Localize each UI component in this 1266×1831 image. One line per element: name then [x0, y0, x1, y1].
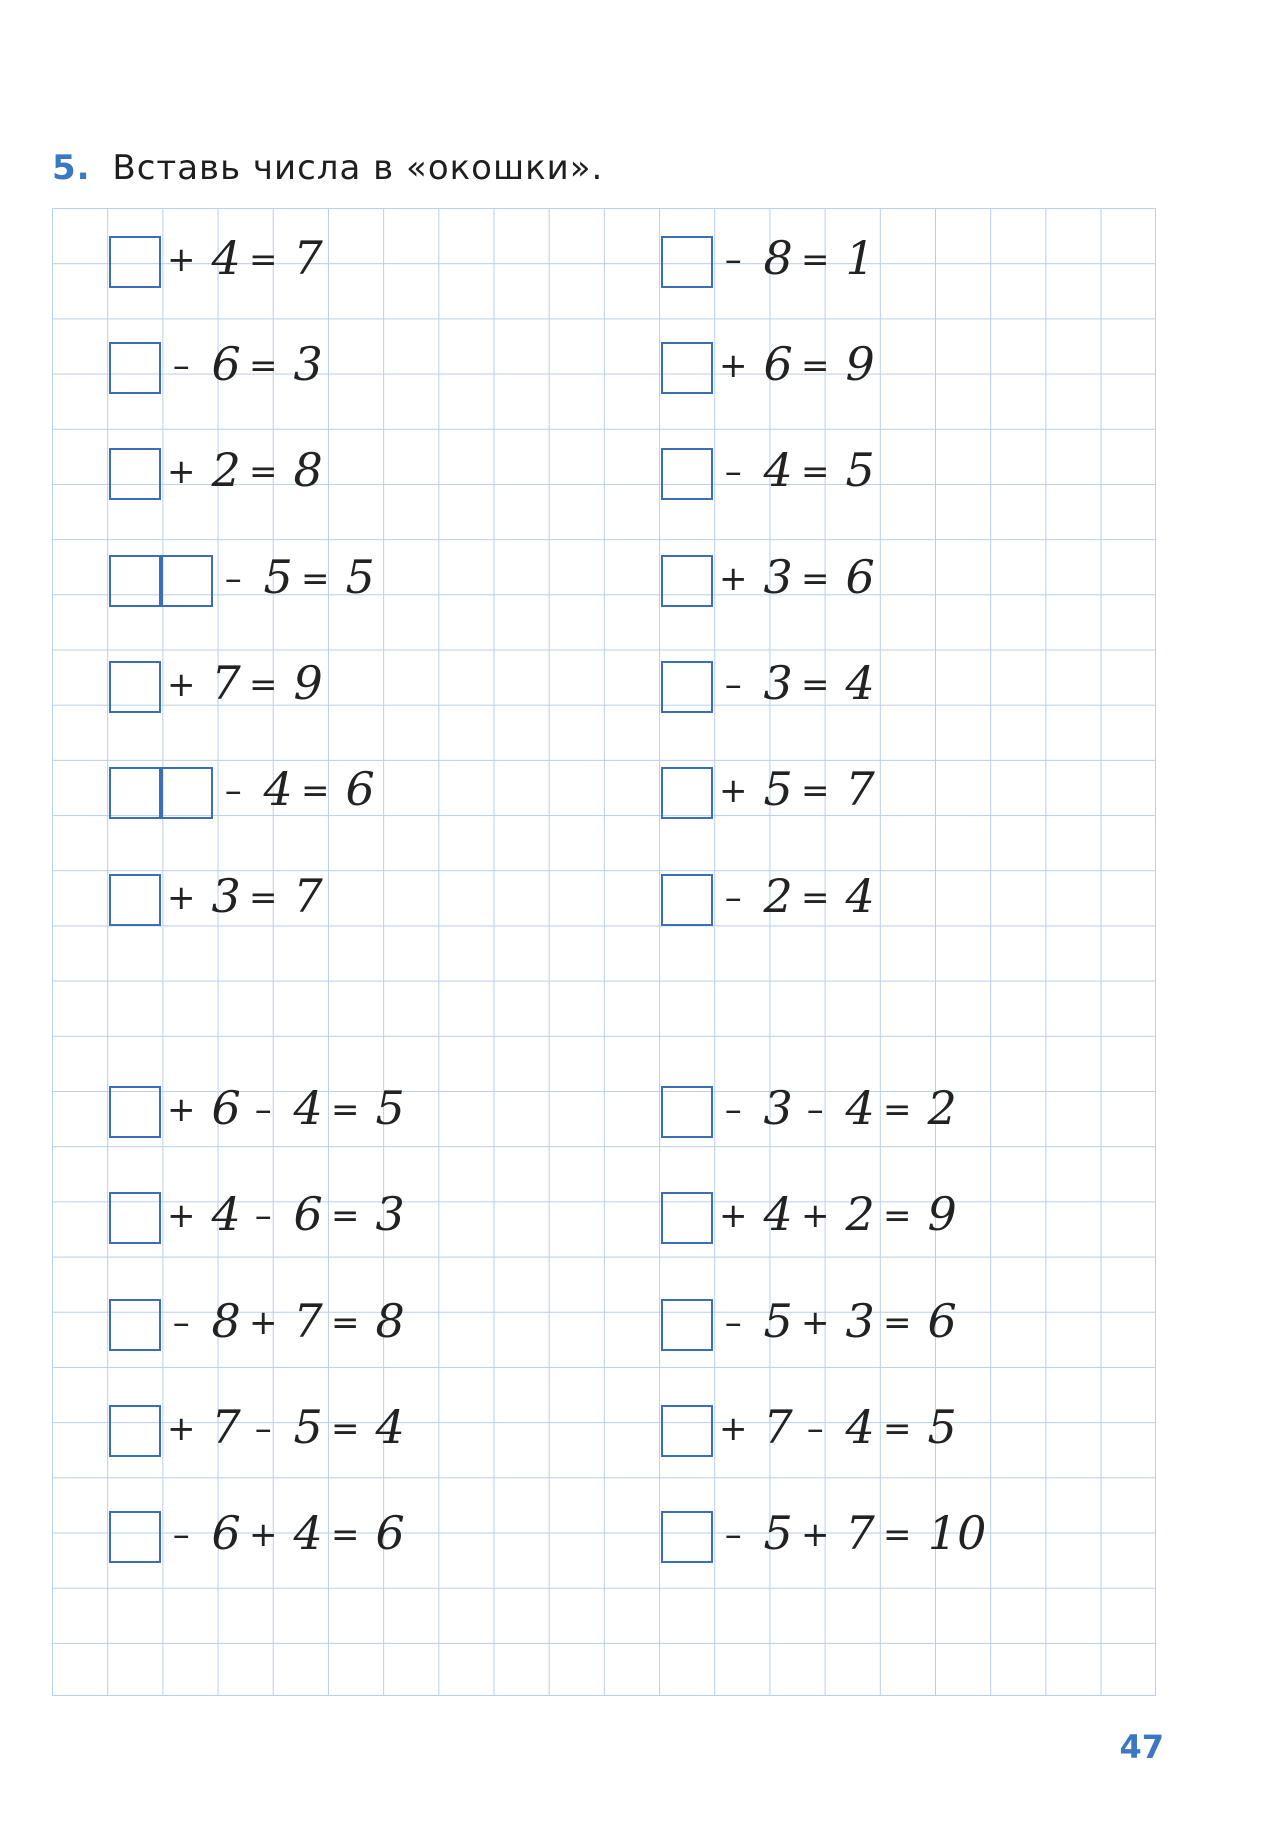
- number: 4: [763, 443, 793, 497]
- operator: =: [300, 771, 330, 811]
- number: 8: [293, 443, 323, 497]
- operator: =: [882, 1409, 912, 1449]
- answer-box[interactable]: [661, 874, 713, 926]
- number: 5: [263, 550, 293, 604]
- operator: +: [800, 1515, 830, 1555]
- number: 7: [211, 1400, 241, 1454]
- number: 4: [375, 1400, 405, 1454]
- number: 6: [211, 1506, 241, 1560]
- operator: =: [882, 1196, 912, 1236]
- number: 6: [845, 550, 875, 604]
- number: 6: [211, 337, 241, 391]
- answer-box[interactable]: [161, 767, 213, 819]
- number: 5: [345, 550, 375, 604]
- number: 4: [293, 1081, 323, 1135]
- operator: –: [172, 1303, 190, 1343]
- number: 6: [927, 1294, 957, 1348]
- operator: +: [166, 1409, 196, 1449]
- answer-box[interactable]: [661, 1511, 713, 1563]
- operator: –: [254, 1409, 272, 1449]
- number: 7: [845, 1506, 875, 1560]
- operator: –: [224, 559, 242, 599]
- answer-box[interactable]: [109, 1086, 161, 1138]
- answer-box[interactable]: [661, 1405, 713, 1457]
- number: 3: [763, 656, 793, 710]
- answer-box[interactable]: [661, 661, 713, 713]
- number: 5: [763, 762, 793, 816]
- operator: +: [166, 452, 196, 492]
- operator: +: [800, 1196, 830, 1236]
- answer-box[interactable]: [109, 342, 161, 394]
- page-number: 47: [1119, 1728, 1164, 1766]
- operator: –: [254, 1090, 272, 1130]
- number: 4: [293, 1506, 323, 1560]
- number: 2: [845, 1187, 875, 1241]
- task-header: [52, 148, 603, 188]
- operator: =: [330, 1090, 360, 1130]
- operator: =: [800, 240, 830, 280]
- operator: =: [330, 1303, 360, 1343]
- answer-box[interactable]: [161, 555, 213, 607]
- number: 5: [293, 1400, 323, 1454]
- answer-box[interactable]: [109, 1192, 161, 1244]
- operator: =: [800, 346, 830, 386]
- operator: –: [724, 240, 742, 280]
- answer-box[interactable]: [661, 448, 713, 500]
- task-number: 5.: [52, 148, 91, 188]
- operator: =: [800, 878, 830, 918]
- operator: =: [882, 1090, 912, 1130]
- answer-box[interactable]: [661, 767, 713, 819]
- operator: +: [166, 1090, 196, 1130]
- number: 5: [763, 1294, 793, 1348]
- number: 3: [375, 1187, 405, 1241]
- operator: =: [300, 559, 330, 599]
- operator: –: [172, 1515, 190, 1555]
- operator: –: [172, 346, 190, 386]
- answer-box[interactable]: [109, 874, 161, 926]
- number: 7: [293, 869, 323, 923]
- answer-box[interactable]: [661, 1086, 713, 1138]
- answer-box[interactable]: [661, 342, 713, 394]
- number: 3: [845, 1294, 875, 1348]
- number: 2: [927, 1081, 957, 1135]
- operator: –: [806, 1409, 824, 1449]
- operator: –: [254, 1196, 272, 1236]
- operator: –: [724, 665, 742, 705]
- operator: +: [166, 1196, 196, 1236]
- number: 4: [211, 1187, 241, 1241]
- task-instruction: Вставь числа в «окошки».: [112, 148, 604, 188]
- number: 4: [845, 869, 875, 923]
- operator: =: [882, 1303, 912, 1343]
- operator: =: [248, 240, 278, 280]
- operator: =: [330, 1409, 360, 1449]
- number: 8: [211, 1294, 241, 1348]
- number: 10: [927, 1506, 987, 1560]
- operator: =: [800, 665, 830, 705]
- number: 3: [211, 869, 241, 923]
- number: 2: [211, 443, 241, 497]
- answer-box[interactable]: [109, 1511, 161, 1563]
- operator: +: [166, 878, 196, 918]
- number: 4: [263, 762, 293, 816]
- number: 1: [845, 231, 875, 285]
- answer-box[interactable]: [109, 661, 161, 713]
- number: 4: [845, 1400, 875, 1454]
- number: 6: [763, 337, 793, 391]
- answer-box[interactable]: [109, 1405, 161, 1457]
- answer-box[interactable]: [661, 1299, 713, 1351]
- number: 7: [763, 1400, 793, 1454]
- number: 2: [763, 869, 793, 923]
- answer-box[interactable]: [109, 448, 161, 500]
- answer-box[interactable]: [109, 555, 161, 607]
- number: 3: [763, 550, 793, 604]
- number: 8: [763, 231, 793, 285]
- operator: –: [724, 1303, 742, 1343]
- operator: =: [800, 771, 830, 811]
- number: 5: [375, 1081, 405, 1135]
- operator: –: [224, 771, 242, 811]
- operator: =: [800, 559, 830, 599]
- operator: –: [806, 1090, 824, 1130]
- number: 5: [845, 443, 875, 497]
- number: 7: [845, 762, 875, 816]
- operator: =: [248, 346, 278, 386]
- operator: +: [718, 1196, 748, 1236]
- operator: =: [330, 1515, 360, 1555]
- operator: =: [882, 1515, 912, 1555]
- number: 4: [211, 231, 241, 285]
- number: 3: [763, 1081, 793, 1135]
- operator: +: [248, 1303, 278, 1343]
- grid-paper: [52, 208, 1156, 1696]
- number: 5: [763, 1506, 793, 1560]
- answer-box[interactable]: [109, 767, 161, 819]
- number: 6: [211, 1081, 241, 1135]
- operator: =: [248, 452, 278, 492]
- operator: =: [248, 878, 278, 918]
- operator: –: [724, 878, 742, 918]
- number: 9: [293, 656, 323, 710]
- operator: +: [166, 665, 196, 705]
- number: 9: [845, 337, 875, 391]
- operator: +: [166, 240, 196, 280]
- number: 6: [293, 1187, 323, 1241]
- answer-box[interactable]: [661, 236, 713, 288]
- operator: =: [800, 452, 830, 492]
- operator: =: [330, 1196, 360, 1236]
- answer-box[interactable]: [109, 1299, 161, 1351]
- operator: +: [718, 559, 748, 599]
- number: 9: [927, 1187, 957, 1241]
- operator: –: [724, 1090, 742, 1130]
- operator: –: [724, 1515, 742, 1555]
- number: 4: [845, 656, 875, 710]
- operator: +: [718, 346, 748, 386]
- answer-box[interactable]: [109, 236, 161, 288]
- number: 3: [293, 337, 323, 391]
- answer-box[interactable]: [661, 555, 713, 607]
- number: 6: [375, 1506, 405, 1560]
- answer-box[interactable]: [661, 1192, 713, 1244]
- number: 7: [211, 656, 241, 710]
- number: 5: [927, 1400, 957, 1454]
- number: 7: [293, 1294, 323, 1348]
- operator: +: [800, 1303, 830, 1343]
- number: 4: [763, 1187, 793, 1241]
- number: 7: [293, 231, 323, 285]
- operator: +: [718, 1409, 748, 1449]
- number: 4: [845, 1081, 875, 1135]
- number: 6: [345, 762, 375, 816]
- number: 8: [375, 1294, 405, 1348]
- operator: +: [718, 771, 748, 811]
- operator: =: [248, 665, 278, 705]
- operator: –: [724, 452, 742, 492]
- operator: +: [248, 1515, 278, 1555]
